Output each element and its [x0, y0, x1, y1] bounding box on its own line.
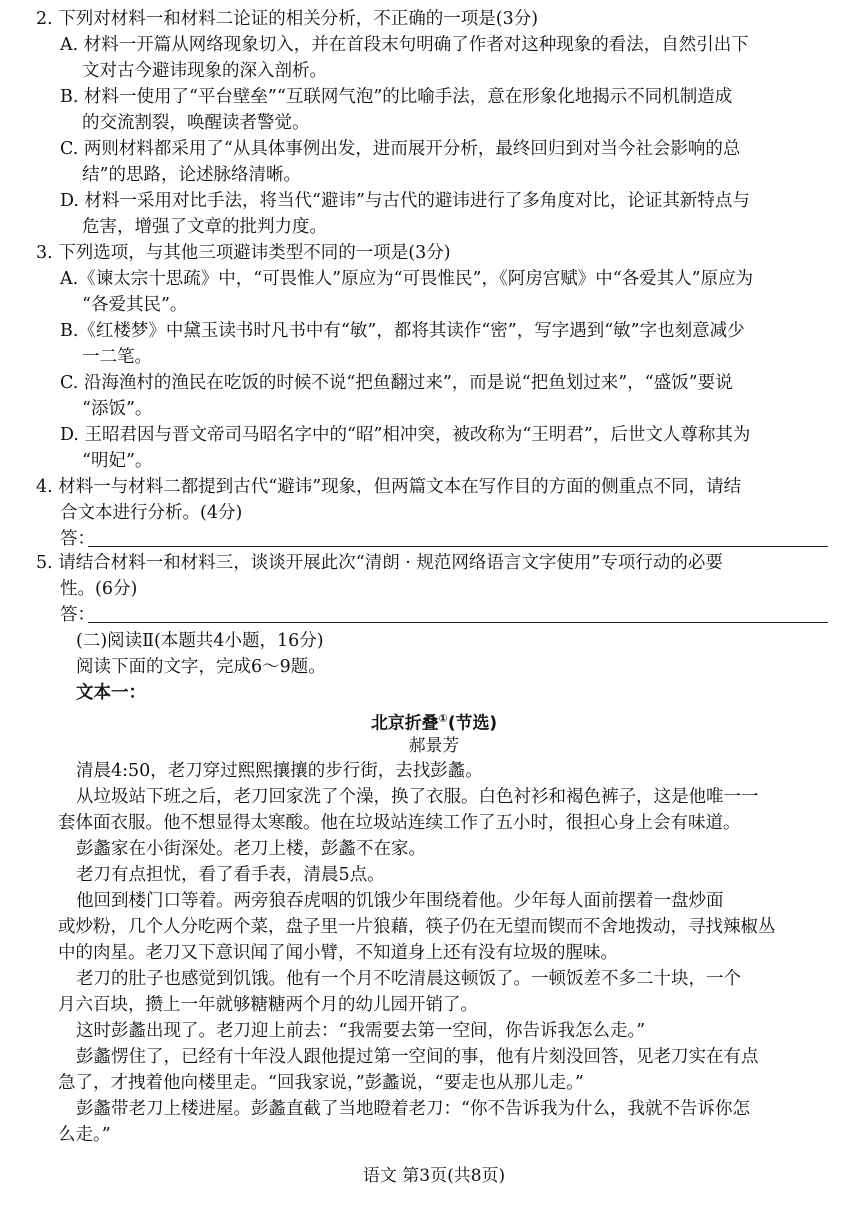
- page-footer: 语文 第3页(共8页): [362, 1166, 506, 1186]
- question-2-option-a: A. 材料一开篇从网络现象切入，并在首段末句明确了作者对这种现象的看法，自然引出下: [60, 35, 749, 55]
- text-one-label: 文本一：: [76, 683, 146, 703]
- article-title-text: 北京折叠: [370, 712, 439, 733]
- question-3-option-b-cont: 一二笔。: [82, 347, 152, 367]
- question-3-stem: 3. 下列选项，与其他三项避讳类型不同的一项是(3分): [36, 243, 451, 263]
- paragraph-6-cont: 月六百块，攒上一年就够糖糖两个月的幼儿园开销了。: [58, 995, 478, 1015]
- section-heading: (二)阅读Ⅱ(本题共4小题，16分): [76, 631, 324, 651]
- paragraph-9-cont: 么走。”: [58, 1125, 111, 1145]
- paragraph-8-cont: 急了，才拽着他向楼里走。“回我家说，”彭蠡说，“要走也从那儿走。”: [58, 1073, 584, 1093]
- question-3-option-d: D. 王昭君因与晋文帝司马昭名字中的“昭”相冲突，被改称为“王明君”，后世文人尊称其为: [60, 425, 751, 445]
- question-3-option-b: B.《红楼梦》中黛玉读书时凡书中有“敏”，都将其读作“密”，写字遇到“敏”字也刻意减少: [60, 321, 745, 341]
- paragraph-1: 清晨4:50，老刀穿过熙熙攘攘的步行街，去找彭蠡。: [76, 761, 483, 781]
- paragraph-6: 老刀的肚子也感觉到饥饿。他有一个月不吃清晨这顿饭了。一顿饭差不多二十块，一个: [76, 969, 741, 989]
- paragraph-5-cont-2: 中的肉星。老刀又下意识闻了闻小臂，不知道身上还有没有垃圾的腥味。: [58, 943, 618, 963]
- paragraph-2-cont: 套体面衣服。他不想显得太寒酸。他在垃圾站连续工作了五小时，很担心身上会有味道。: [58, 813, 741, 833]
- question-2-option-c: C. 两则材料都采用了“从具体事例出发，进而展开分析，最终回归到对当今社会影响的总: [60, 139, 741, 159]
- article-title-suffix: (节选): [447, 712, 498, 733]
- question-5-stem: 5. 请结合材料一和材料三，谈谈开展此次“清朗 · 规范网络语言文字使用”专项行动的必要: [36, 553, 723, 573]
- question-2-option-b-cont: 的交流割裂，唤醒读者警觉。: [82, 113, 310, 133]
- question-2-option-d-cont: 危害，增强了文章的批判力度。: [82, 217, 327, 237]
- question-5-answer-label: 答：: [60, 605, 95, 625]
- paragraph-9: 彭蠡带老刀上楼进屋。彭蠡直截了当地瞪着老刀：“你不告诉我为什么，我就不告诉你怎: [76, 1099, 750, 1119]
- paragraph-8: 彭蠡愣住了，已经有十年没人跟他提过第一空间的事，他有片刻没回答，见老刀实在有点: [76, 1047, 759, 1067]
- question-2-stem: 2. 下列对材料一和材料二论证的相关分析，不正确的一项是(3分): [36, 9, 539, 29]
- question-2-option-b: B. 材料一使用了“平台壁垒”“互联网气泡”的比喻手法，意在形象化地揭示不同机制造成: [60, 87, 733, 107]
- question-3-option-c: C. 沿海渔村的渔民在吃饭的时候不说“把鱼翻过来”，而是说“把鱼划过来”，“盛饭”要说: [60, 373, 733, 393]
- paragraph-3: 彭蠡家在小街深处。老刀上楼，彭蠡不在家。: [76, 839, 426, 859]
- question-4-answer-line[interactable]: [88, 546, 828, 547]
- paragraph-4: 老刀有点担忧，看了看手表，清晨5点。: [76, 865, 385, 885]
- section-instruction: 阅读下面的文字，完成6～9题。: [76, 657, 326, 677]
- paragraph-5: 他回到楼门口等着。两旁狼吞虎咽的饥饿少年围绕着他。少年每人面前摆着一盘炒面: [76, 891, 724, 911]
- question-4-stem: 4. 材料一与材料二都提到古代“避讳”现象，但两篇文本在写作目的方面的侧重点不同，请结: [36, 477, 742, 497]
- question-3-option-a: A.《谏太宗十思疏》中，“可畏惟人”原应为“可畏惟民”，《阿房宫赋》中“各爱其人”原应为: [60, 269, 754, 289]
- question-5-stem-cont: 性。(6分): [60, 579, 138, 599]
- paragraph-2: 从垃圾站下班之后，老刀回家洗了个澡，换了衣服。白色衬衫和褐色裤子，这是他唯一一: [76, 787, 759, 807]
- article-author: 郝景芳: [408, 735, 460, 755]
- question-2-option-a-cont: 文对古今避讳现象的深入剖析。: [82, 61, 327, 81]
- question-4-answer-label: 答：: [60, 529, 95, 549]
- question-3-option-a-cont: “各爱其民”。: [82, 295, 188, 315]
- question-2-option-d: D. 材料一采用对比手法，将当代“避讳”与古代的避讳进行了多角度对比，论证其新特点与: [60, 191, 750, 211]
- question-3-option-c-cont: “添饭”。: [82, 399, 153, 419]
- question-5-answer-line[interactable]: [88, 622, 828, 623]
- paragraph-7: 这时彭蠡出现了。老刀迎上前去：“我需要去第一空间，你告诉我怎么走。”: [76, 1021, 646, 1041]
- question-3-option-d-cont: “明妃”。: [82, 451, 153, 471]
- question-4-stem-cont: 合文本进行分析。(4分): [60, 503, 243, 523]
- footnote-marker: ①: [438, 712, 448, 725]
- paragraph-5-cont-1: 或炒粉，几个人分吃两个菜，盘子里一片狼藉，筷子仍在无望而锲而不舍地拨动，寻找辣椒丛: [58, 917, 776, 937]
- question-2-option-c-cont: 结”的思路，论述脉络清晰。: [82, 165, 301, 185]
